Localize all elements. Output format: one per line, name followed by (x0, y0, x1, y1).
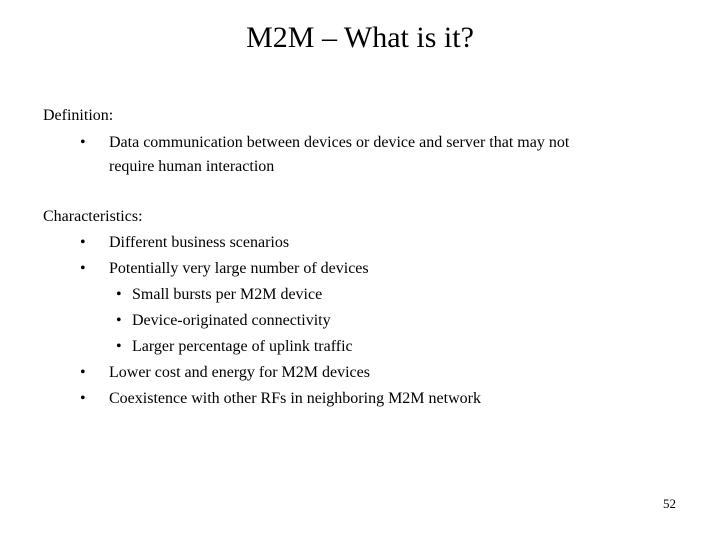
characteristics-bullet-2: • (80, 260, 86, 277)
characteristics-bullet-3: • (80, 364, 86, 381)
characteristics-heading: Characteristics: (43, 208, 143, 225)
definition-heading: Definition: (43, 107, 114, 124)
characteristics-item-1: Different business scenarios (109, 234, 290, 251)
characteristics-item-3: Lower cost and energy for M2M devices (109, 364, 370, 381)
definition-bullet-1: • (80, 134, 86, 151)
characteristics-item-4: Coexistence with other RFs in neighboring M2M network (109, 390, 481, 407)
characteristics-subbullet-2: • (116, 312, 122, 329)
characteristics-subitem-1: Small bursts per M2M device (132, 286, 323, 303)
slide-title: M2M – What is it? (246, 21, 474, 54)
characteristics-bullet-1: • (80, 234, 86, 251)
characteristics-subitem-2: Device-originated connectivity (132, 312, 331, 329)
characteristics-subbullet-3: • (116, 338, 122, 355)
characteristics-item-2: Potentially very large number of devices (109, 260, 369, 277)
definition-item-1-line-1: Data communication between devices or device and server that may not (109, 134, 570, 151)
characteristics-bullet-4: • (80, 390, 86, 407)
page-number: 52 (663, 496, 676, 511)
characteristics-subitem-3: Larger percentage of uplink traffic (132, 338, 353, 355)
characteristics-subbullet-1: • (116, 286, 122, 303)
definition-item-1-line-2: require human interaction (109, 158, 275, 175)
